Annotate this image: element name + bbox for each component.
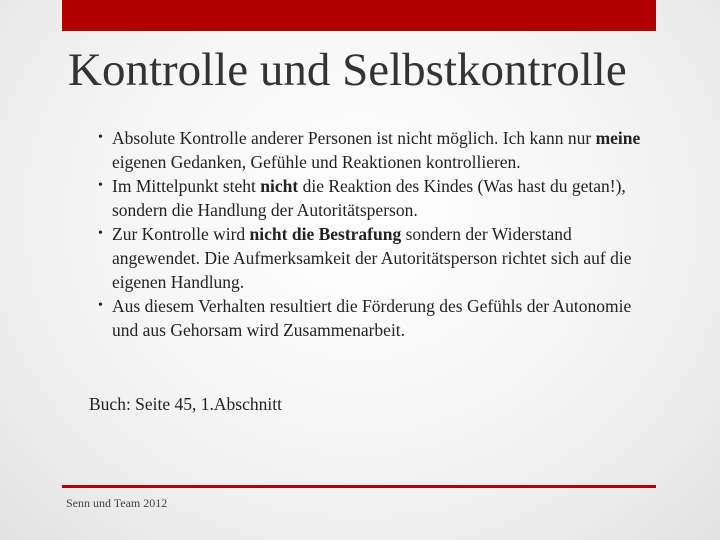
bullet-item [89,174,649,222]
bullet-dot-icon: • [98,178,103,193]
bullet-text: Absolute Kontrolle anderer Personen ist nicht möglich. Ich kann nur meine eigenen Gedanken, Gefühle und Reaktionen kontrollieren. [112,128,641,172]
bottom-accent-line [62,485,656,488]
bullet-item [89,126,649,174]
book-reference: Buch: Seite 45, 1.Abschnitt [89,394,282,414]
bullet-dot-icon: • [98,226,103,241]
footer-text: Senn und Team 2012 [66,496,168,510]
slide-title: Kontrolle und Selbstkontrolle [68,44,627,96]
bullet-text: Zur Kontrolle wird nicht die Bestrafung sondern der Widerstand angewendet. Die Aufmerksamkeit der Autoritätsperson richtet sich auf die eigenen Handlung. [112,224,632,292]
bullet-item [89,294,649,342]
bullet-text: Im Mittelpunkt steht nicht die Reaktion des Kindes (Was hast du getan!), sondern die Handlung der Autoritätsperson. [112,176,626,220]
bullet-list [89,126,649,342]
bullet-dot-icon: • [98,298,103,313]
top-accent-bar [62,0,656,31]
bullet-dot-icon: • [98,130,103,145]
bullet-text: Aus diesem Verhalten resultiert die Förderung des Gefühls der Autonomie und aus Gehorsam wird Zusammenarbeit. [112,296,632,340]
bullet-item [89,222,649,294]
